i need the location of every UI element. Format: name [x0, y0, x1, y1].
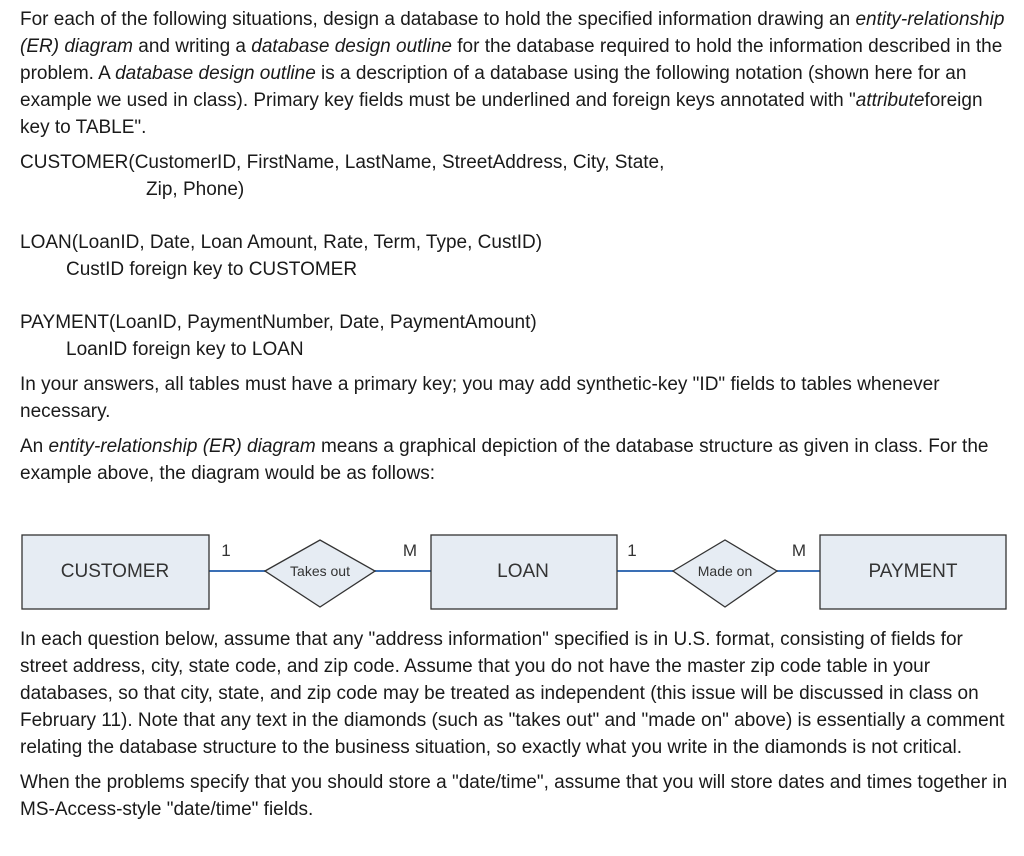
intro-emphasis-attribute: attribute	[855, 90, 925, 111]
document-body	[20, 6, 1010, 495]
customer-table-definition-cont: Zip, Phone)	[146, 179, 245, 200]
loan-foreign-key-note: CustID foreign key to CUSTOMER	[66, 259, 358, 280]
intro-emphasis-outline: database design outline	[251, 36, 452, 57]
er-intro-text: An	[20, 436, 49, 457]
loan-table-definition: LOAN(LoanID, Date, Loan Amount, Rate, Term, Type, CustID)	[20, 232, 543, 253]
cardinality-made-on-left: 1	[627, 541, 637, 560]
cardinality-takes-out-left: 1	[221, 541, 231, 560]
datetime-paragraph: When the problems specify that you should store a "date/time", assume that you will store dates and times together in MS-Access-style "date/time" fields.	[20, 772, 1008, 820]
relationship-made-on-label: Made on	[697, 563, 753, 579]
intro-emphasis-er: entity-relationship (ER) diagram	[20, 9, 1005, 57]
entity-loan-label: LOAN	[497, 561, 549, 582]
intro-text: is a description of a database using the following notation (shown here for an example we used in class). Primary key fields must be underlined and foreign keys annotated with "	[20, 63, 967, 111]
intro-text: foreign key to TABLE".	[20, 90, 983, 138]
intro-text: and writing a	[132, 36, 252, 57]
intro-text: for the database required to hold the information described in the problem. A	[20, 36, 1003, 84]
intro-paragraph	[20, 6, 1010, 141]
intro-emphasis-outline-2: database design outline	[115, 63, 316, 84]
address-paragraph: In each question below, assume that any "address information" specified is in U.S. format, consisting of fields for street address, city, state code, and zip code. Assume that you do not have the master zip code table in your databases, so that city, state, and zip code may be treated as independent (this issue will be discussed in class on February 11). Note that any text in the diamonds (such as "takes out" and "made on" above) is essentially a comment relating the database structure to the business situation, so exactly what you write in the diamonds is not critical.	[20, 629, 1005, 758]
er-intro-emphasis: entity-relationship (ER) diagram	[48, 436, 316, 457]
er-intro-paragraph	[20, 433, 1010, 487]
entity-payment-label: PAYMENT	[868, 561, 958, 582]
er-diagram	[20, 532, 1010, 614]
er-intro-text: means a graphical depiction of the database structure as given in class. For the example above, the diagram would be as follows:	[20, 436, 989, 484]
payment-foreign-key-note: LoanID foreign key to LOAN	[66, 339, 304, 360]
instructions-continued	[20, 626, 1010, 831]
cardinality-made-on-right: M	[791, 541, 807, 560]
payment-table-definition: PAYMENT(LoanID, PaymentNumber, Date, PaymentAmount)	[20, 312, 537, 333]
relationship-takes-out-label: Takes out	[290, 563, 350, 579]
cardinality-takes-out-right: M	[402, 541, 418, 560]
intro-text: For each of the following situations, design a database to hold the specified information drawing an	[20, 9, 856, 30]
database-design-outline	[20, 149, 1010, 363]
primary-key-paragraph: In your answers, all tables must have a primary key; you may add synthetic-key "ID" fields to tables whenever necessary.	[20, 374, 940, 422]
entity-customer-label: CUSTOMER	[60, 561, 170, 582]
customer-table-definition: CUSTOMER(CustomerID, FirstName, LastName, StreetAddress, City, State,	[20, 152, 665, 173]
